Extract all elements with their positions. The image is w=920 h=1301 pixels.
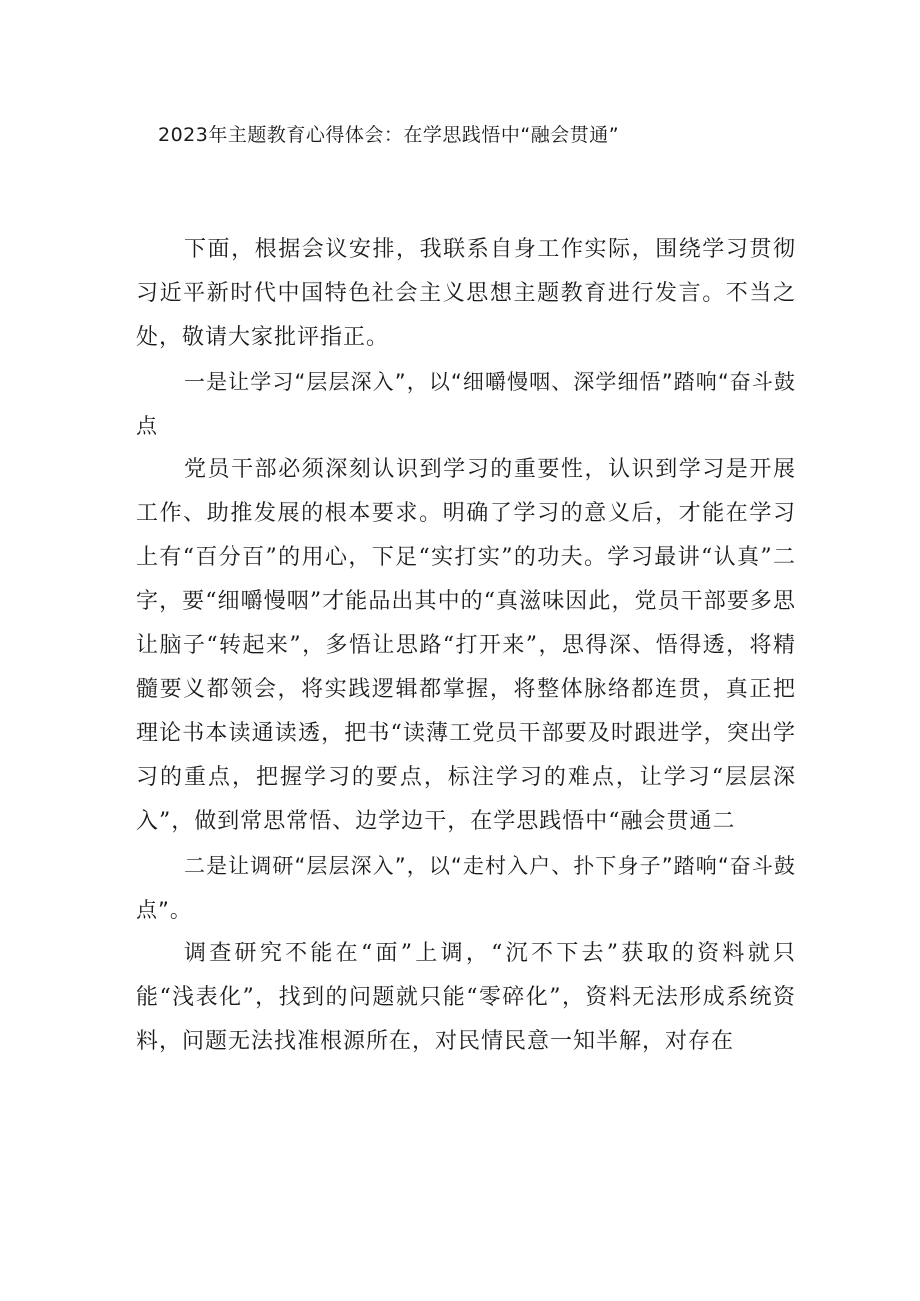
paragraph-study: 党员干部必须深刻认识到学习的重要性，认识到学习是开展工作、助推发展的根本要求。明确了学习的意义后，才能在学习上有“百分百”的用心，下足“实打实”的功夫。学习最讲“认真”二字，要“细嚼慢咽”才能品出其中的“真滋味因此，党员干部要多思让脑子“转起来”，多悟让思路“打开来”，思得深、悟得透，将精髓要义都领会，将实践逻辑都掌握，将整体脉络都连贯，真正把理论书本读通读透，把书“读薄工党员干部要及时跟进学，突出学习的重点，把握学习的要点，标注学习的难点，让学习“层层深入”，做到常思常悟、边学边干，在学思践悟中“融会贯通二 <box>136 457 796 834</box>
document-title: 2023年主题教育心得体会：在学思践悟中“融会贯通” <box>158 124 620 146</box>
paragraph-research: 调查研究不能在“面”上调，“沉不下去”获取的资料就只能“浅表化”，找到的问题就只能“零碎化”，资料无法形成系统资料，问题无法找准根源所在，对民情民意一知半解，对存在 <box>136 941 796 1054</box>
paragraph-intro: 下面，根据会议安排，我联系自身工作实际，围绕学习贯彻习近平新时代中国特色社会主义思想主题教育进行发言。不当之处，敬请大家批评指正。 <box>136 237 796 350</box>
section-heading-study: 一是让学习“层层深入”，以“细嚼慢咽、深学细悟”踏响“奋斗鼓点 <box>136 370 796 438</box>
section-heading-research: 二是让调研“层层深入”，以“走村入户、扑下身子”踏响“奋斗鼓点”。 <box>136 854 796 922</box>
document-body <box>136 228 796 1064</box>
